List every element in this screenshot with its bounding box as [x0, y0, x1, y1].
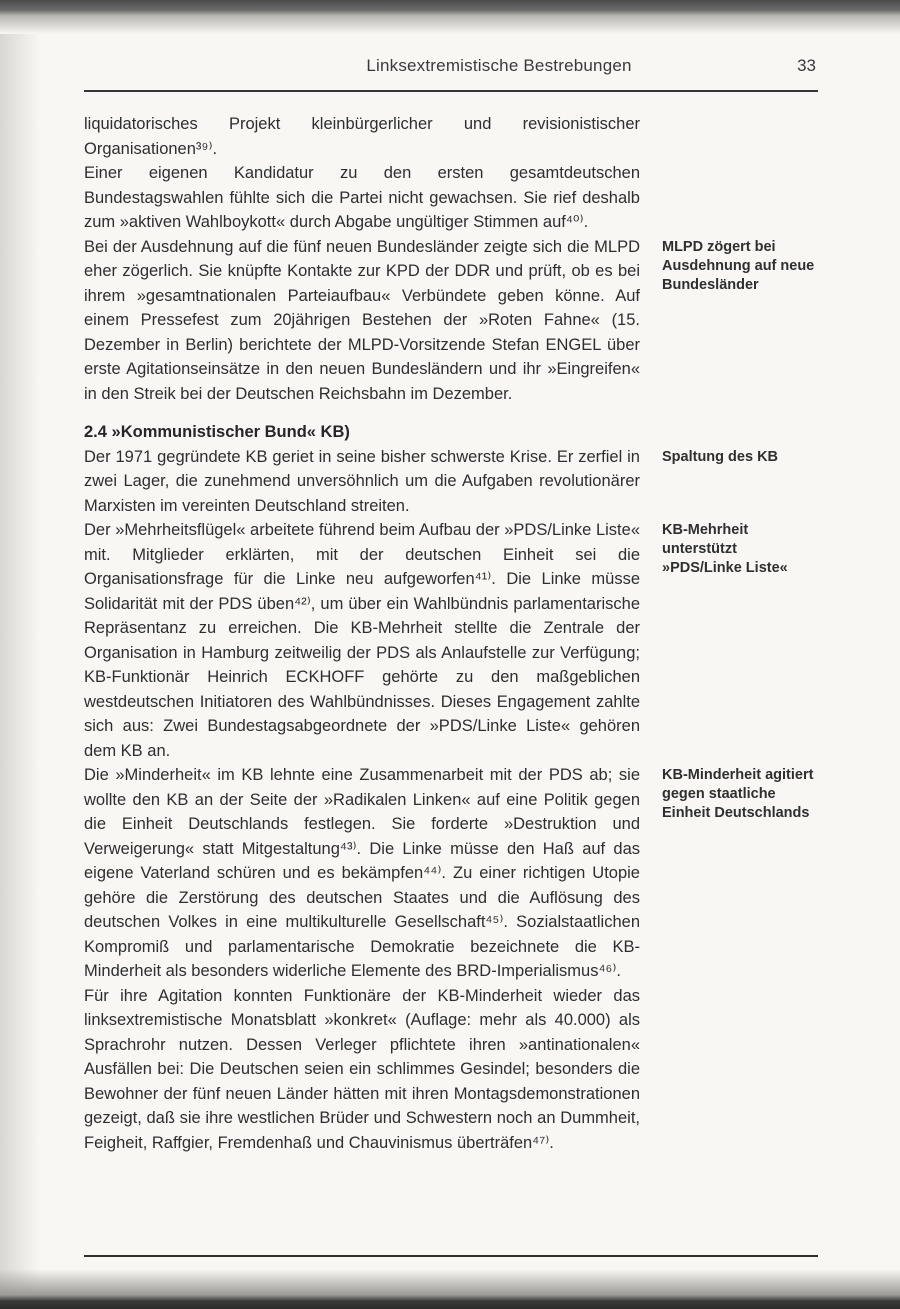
header-rule [84, 90, 818, 92]
paragraph: Die »Minderheit« im KB lehnte eine Zusammenarbeit mit der PDS ab; sie wollte den KB an der Seite der »Radikalen Linken« auf eine Politik gegen die Einheit Deutschlands festlegen. Sie forderte »Destruktion und Verweigerung« statt Mitgestaltung⁴³⁾. Die Linke müsse den Haß auf das eigene Vaterland schüren und es bekämpfen⁴⁴⁾. Zu einer richtigen Utopie gehöre die Zerstörung des deutschen Staates und die Auflösung des deutschen Volkes in eine multikulturelle Gesellschaft⁴⁵⁾. Sozialstaatlichen Kompromiß und parlamentarische Demokratie bezeichnete die KB-Minderheit als besonders widerliche Elemente des BRD-Imperialismus⁴⁶⁾. [84, 766, 640, 980]
margin-note [662, 112, 818, 115]
margin-note [662, 984, 818, 987]
paragraph: Einer eigenen Kandidatur zu den ersten gesamtdeutschen Bundestagswahlen fühlte sich die Partei nicht gewachsen. Sie rief deshalb zum »aktiven Wahlboykott« durch Abgabe ungültiger Stimmen auf⁴⁰⁾. [84, 164, 640, 231]
section-heading-2-4: 2.4 »Kommunistischer Bund« KB) [84, 423, 350, 441]
paragraph: Für ihre Agitation konnten Funktionäre der KB-Minderheit wieder das linksextremistische Monatsblatt »konkret« (Auflage: mehr als 40.000) als Sprachrohr nutzen. Dessen Verleger pflichtete ihren »antinationalen« Ausfällen bei: Die Deutschen seien ein schlimmes Gesindel; besonders die Bewohner der fünf neuen Länder hätten mit ihren Montagsdemonstrationen gezeigt, daß sie ihre westlichen Brüder und Schwestern noch an Dummheit, Feigheit, Raffgier, Fremdenhaß und Chauvinismus überträfen⁴⁷⁾. [84, 986, 640, 1152]
margin-note-kb-mehrheit: KB-Mehrheit unterstützt »PDS/Linke Liste« [662, 522, 788, 576]
paragraph: Der »Mehrheitsflügel« arbeitete führend beim Aufbau der »PDS/Linke Liste« mit. Mitglieder erklärten, mit der deutschen Einheit sei die Organisationsfrage für die Linke neu aufgeworfen⁴¹⁾. Die Linke müsse Solidarität mit der PDS üben⁴²⁾, um über ein Wahlbündnis parlamentarische Repräsentanz zu erreichen. Die KB-Mehrheit stellte die Zentrale der Organisation in Hamburg zeitweilig der PDS als Anlaufstelle zur Verfügung; KB-Funktionär Heinrich ECKHOFF gehörte zu den maßgeblichen westdeutschen Initiatoren des Wahlbündnisses. Dieses Engagement zahlte sich aus: Zwei Bundestagsabgeordnete der »PDS/Linke Liste« gehören dem KB an. [84, 521, 640, 760]
paragraph-row [84, 445, 818, 519]
margin-note-mlpd: MLPD zögert bei Ausdehnung auf neue Bundesländer [662, 238, 815, 293]
paragraph: Bei der Ausdehnung auf die fünf neuen Bundesländer zeigte sich die MLPD eher zögerlich. Sie knüpfte Kontakte zur KPD der DDR und prüft, ob es bei ihrem »gesamtnationalen Parteiaufbau« Verbündete geben könne. Auf einem Pressefest zum 20jährigen Bestehen der »Roten Fahne« (15. Dezember in Berlin) berichtete der MLPD-Vorsitzende Stefan ENGEL über erste Agitationseinsätze in den neuen Bundesländern und ihr »Eingreifen« in den Streik bei der Deutschen Reichsbahn im Dezember. [84, 237, 640, 403]
paragraph-row [84, 518, 818, 763]
paragraph-row [84, 235, 818, 407]
margin-note [662, 161, 818, 164]
page-header [84, 56, 818, 78]
paragraph: Der 1971 gegründete KB geriet in seine bisher schwerste Krise. Er zerfiel in zwei Lager, die zunehmend unversöhnlich um die Aufgaben revolutionärer Marxisten im vereinten Deutschland streiten. [84, 447, 640, 515]
margin-note [662, 406, 818, 409]
paragraph-row [84, 763, 818, 984]
paragraph: liquidatorisches Projekt kleinbürgerlicher und revisionistischer Organisationen³⁹⁾. [84, 115, 640, 158]
footer-rule [84, 1255, 818, 1257]
text-body [84, 112, 818, 1155]
scan-edge-bottom [0, 1269, 900, 1309]
running-head-title: Linksextremistische Bestrebungen [366, 56, 632, 75]
paragraph-row [84, 161, 818, 235]
margin-note-spaltung: Spaltung des KB [662, 448, 779, 465]
page-number: 33 [797, 56, 816, 75]
margin-note-kb-minderheit: KB-Minderheit agitiert gegen staatliche Einheit Deutschlands [662, 767, 814, 821]
paragraph-row [84, 112, 818, 161]
heading-row [84, 406, 818, 445]
paragraph-row [84, 984, 818, 1156]
